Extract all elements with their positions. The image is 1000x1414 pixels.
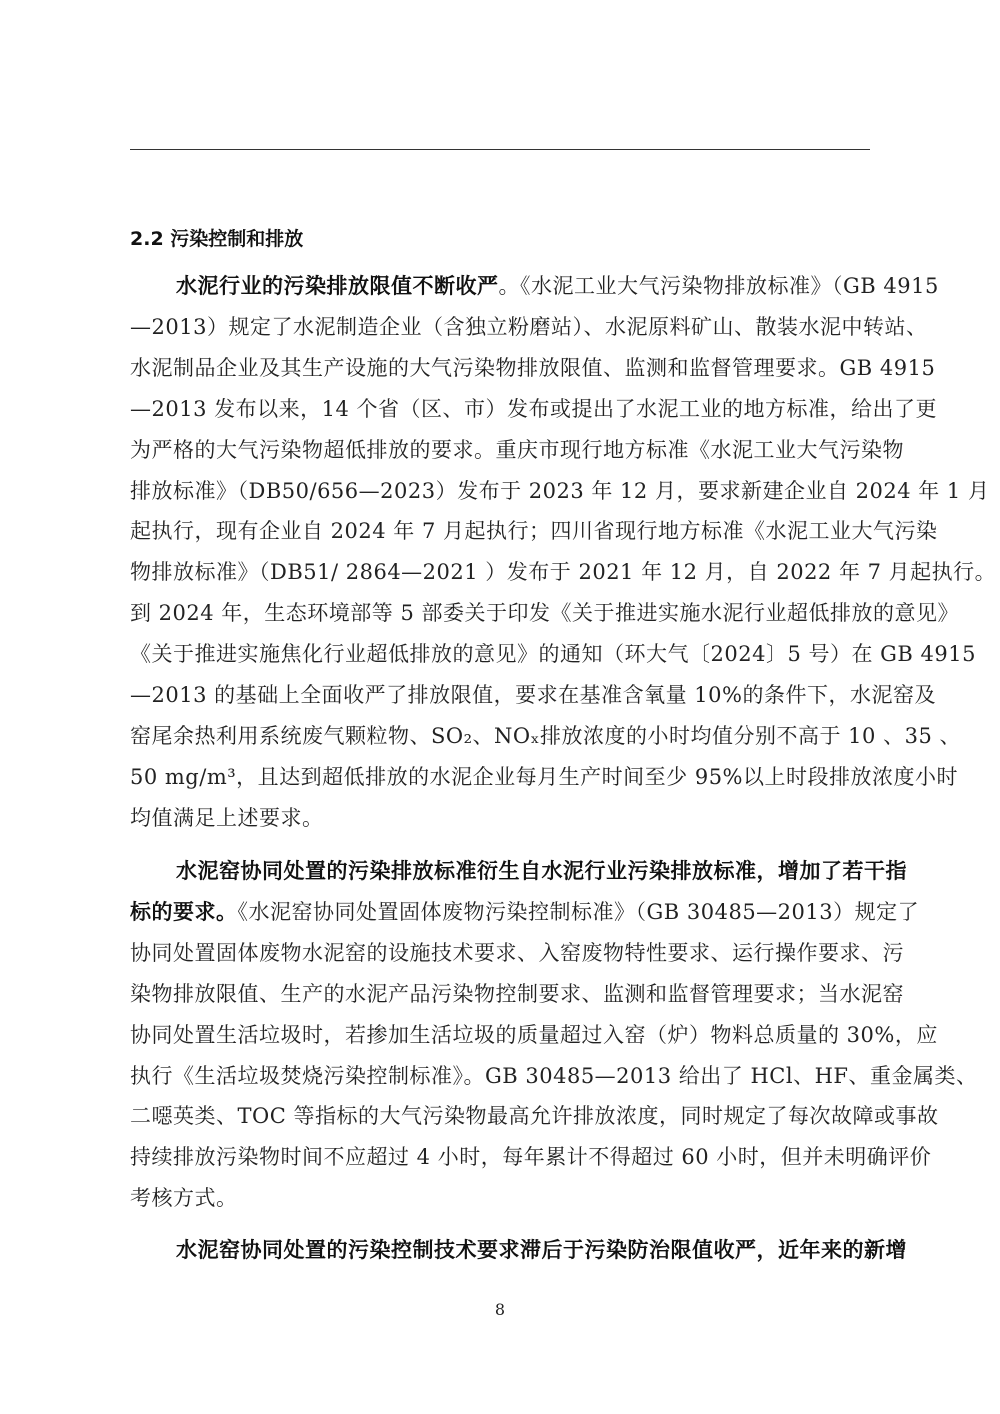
paragraph-1-line xyxy=(176,272,939,300)
body-text-run: 。《水泥工业大气污染物排放标准》（GB 4915 xyxy=(498,274,939,298)
paragraph-1-line xyxy=(130,354,936,382)
paragraph-1-line xyxy=(130,436,904,464)
body-text-run: 到 2024 年，生态环境部等 5 部委关于印发《关于推进实施水泥行业超低排放的意见》 xyxy=(130,601,960,626)
header-rule xyxy=(130,149,870,150)
body-text-run: 染物排放限值、生产的水泥产品污染物控制要求、监测和监督管理要求；当水泥窑 xyxy=(130,981,904,1006)
body-text-run: 为严格的大气污染物超低排放的要求。重庆市现行地方标准《水泥工业大气污染物 xyxy=(130,437,904,462)
paragraph-1-line xyxy=(130,763,959,791)
body-text-run: —2013）规定了水泥制造企业（含独立粉磨站）、水泥原料矿山、散装水泥中转站、 xyxy=(130,314,928,339)
body-text-run: 考核方式。 xyxy=(130,1186,238,1211)
bold-lead-text: 水泥行业的污染排放限值不断收严 xyxy=(176,274,499,298)
body-text-run: 50 mg/m³，且达到超低排放的水泥企业每月生产时间至少 95%以上时段排放浓度小时 xyxy=(130,764,959,789)
paragraph-2-line xyxy=(130,939,904,967)
body-text-run: 执行《生活垃圾焚烧污染控制标准》。GB 30485—2013 给出了 HCl、HF、重金属类、 xyxy=(130,1063,978,1088)
paragraph-2-line xyxy=(176,857,907,885)
body-text-run: 排放标准》（DB50/656—2023）发布于 2023 年 12 月，要求新建企业自 2024 年 1 月 xyxy=(130,478,990,503)
body-text-run: 窑尾余热利用系统废气颗粒物、SO₂、NOₓ排放浓度的小时均值分别不高于 10 、35 、 xyxy=(130,723,961,748)
paragraph-1-line xyxy=(130,640,976,668)
paragraph-2-line xyxy=(130,1021,938,1049)
paragraph-1-line xyxy=(130,517,938,545)
paragraph-2-line xyxy=(130,980,904,1008)
body-text-run: 《水泥窑协同处置固体废物污染控制标准》（GB 30485—2013）规定了 xyxy=(237,899,920,924)
paragraph-1-line xyxy=(130,313,928,341)
paragraph-1-line xyxy=(130,804,870,832)
paragraph-2-line xyxy=(130,1102,939,1130)
paragraph-3-line xyxy=(176,1236,907,1264)
paragraph-1-line xyxy=(130,599,960,627)
section-heading: 2.2 污染控制和排放 xyxy=(130,228,304,250)
body-text-run: —2013 的基础上全面收严了排放限值，要求在基准含氧量 10%的条件下，水泥窑及 xyxy=(130,683,936,707)
paragraph-1-line xyxy=(130,477,990,505)
body-text-run: 物排放标准》（DB51/ 2864—2021 ）发布于 2021 年 12 月，自 2022 年 7 月起执行。 xyxy=(130,560,997,585)
body-text-run: 协同处置固体废物水泥窑的设施技术要求、入窑废物特性要求、运行操作要求、污 xyxy=(130,940,904,965)
paragraph-2-line xyxy=(130,1062,978,1090)
paragraph-1-line xyxy=(130,681,936,709)
body-text-run: 起执行，现有企业自 2024 年 7 月起执行；四川省现行地方标准《水泥工业大气污染 xyxy=(130,519,938,544)
paragraph-1-line xyxy=(130,558,997,586)
paragraph-2-line xyxy=(130,898,920,926)
bold-lead-text: 水泥窑协同处置的污染控制技术要求滞后于污染防治限值收严，近年来的新增 xyxy=(176,1238,907,1262)
paragraph-1-line xyxy=(130,722,961,750)
bold-lead-text: 标的要求。 xyxy=(130,899,238,924)
body-text-run: 协同处置生活垃圾时，若掺加生活垃圾的质量超过入窑（炉）物料总质量的 30%，应 xyxy=(130,1022,938,1047)
body-text-run: —2013 发布以来，14 个省（区、市）发布或提出了水泥工业的地方标准，给出了更 xyxy=(130,396,938,421)
paragraph-2-line xyxy=(130,1184,870,1212)
page-number: 8 xyxy=(494,1300,506,1319)
paragraph-2-line xyxy=(130,1143,932,1171)
body-text-run: 《关于推进实施焦化行业超低排放的意见》的通知（环大气〔2024〕5 号）在 GB 4915 xyxy=(130,642,976,667)
body-text-run: 持续排放污染物时间不应超过 4 小时，每年累计不得超过 60 小时，但并未明确评价 xyxy=(130,1145,932,1170)
body-text-run: 均值满足上述要求。 xyxy=(130,805,324,830)
body-text-run: 水泥制品企业及其生产设施的大气污染物排放限值、监测和监督管理要求。GB 4915 xyxy=(130,355,936,380)
paragraph-1-line xyxy=(130,395,938,423)
body-text-run: 二噁英类、TOC 等指标的大气污染物最高允许排放浓度，同时规定了每次故障或事故 xyxy=(130,1104,939,1129)
bold-lead-text: 水泥窑协同处置的污染排放标准衍生自水泥行业污染排放标准，增加了若干指 xyxy=(176,859,907,883)
